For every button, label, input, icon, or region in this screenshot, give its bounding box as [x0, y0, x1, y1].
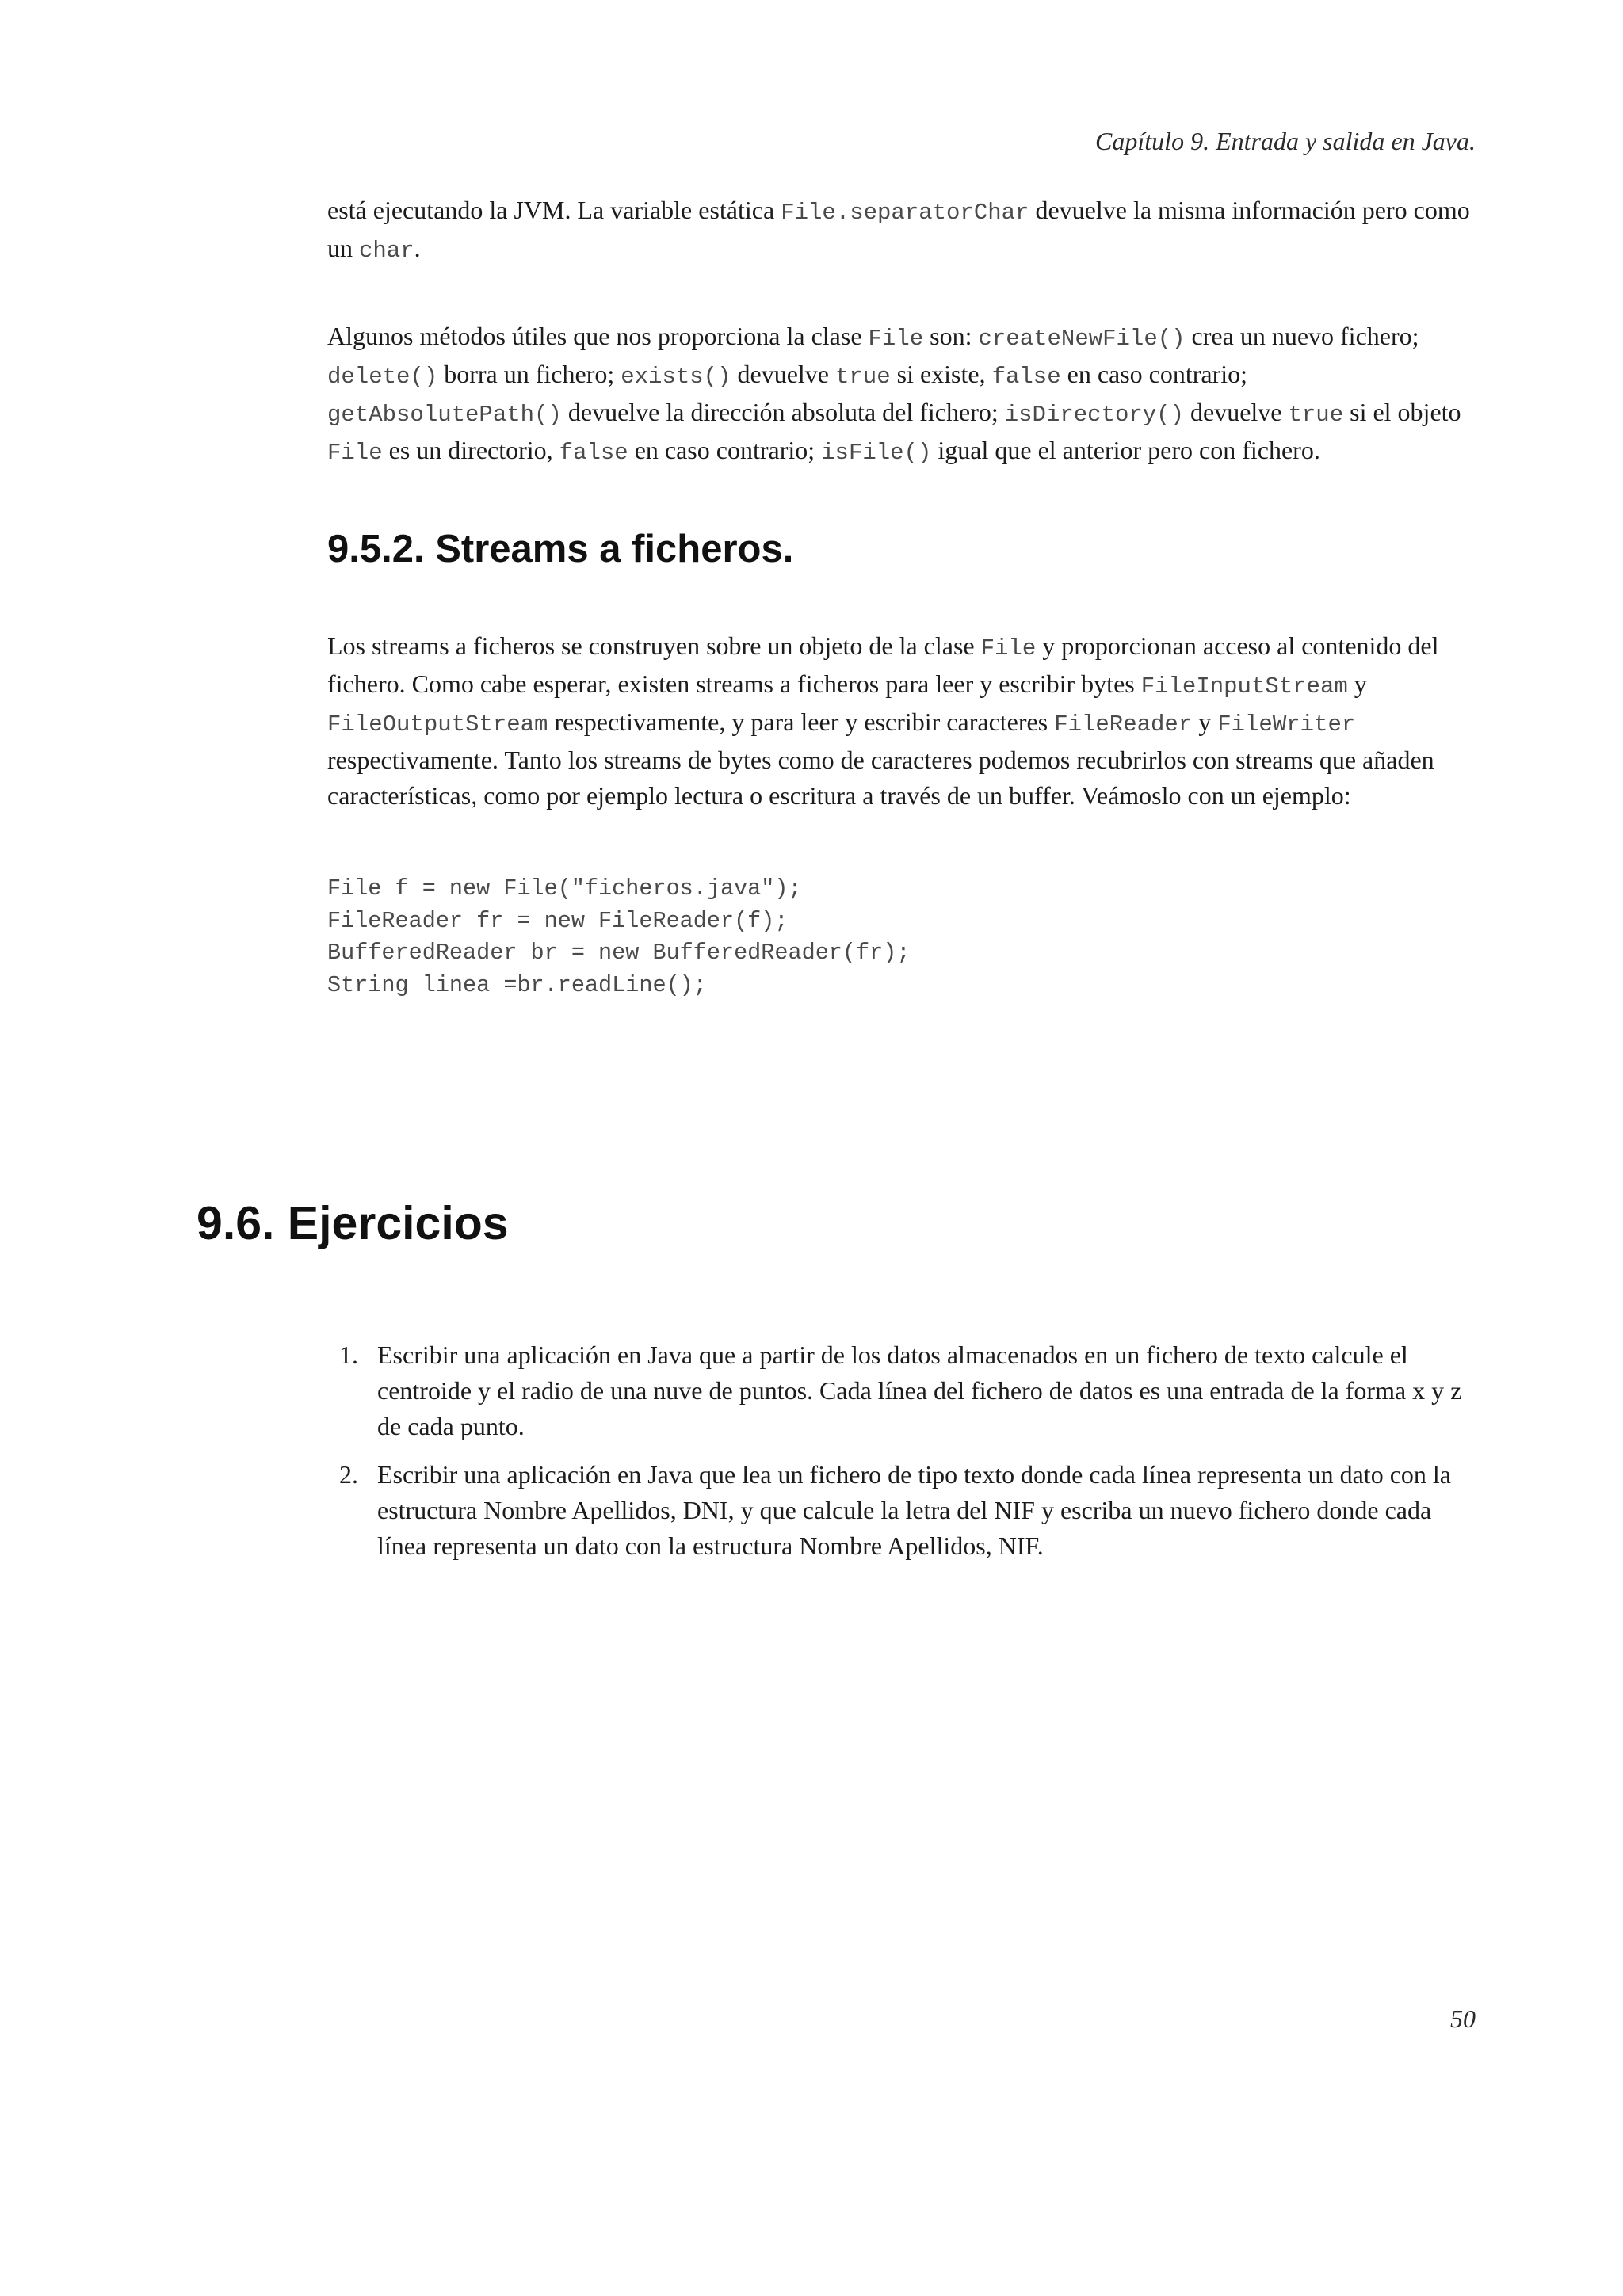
text-run: en caso contrario;	[628, 436, 822, 464]
text-run: y proporcionan acceso al contenido del fichero. Como cabe esperar, existen streams a ficheros para leer y escribir bytes	[327, 631, 1439, 698]
inline-code: char	[359, 238, 414, 264]
inline-code: exists()	[621, 364, 731, 390]
inline-code: isFile()	[821, 440, 932, 466]
text-run: está ejecutando la JVM. La variable estática	[327, 196, 781, 224]
inline-code: File	[980, 635, 1037, 662]
inline-code: isDirectory()	[1004, 402, 1184, 428]
intro-paragraph	[327, 193, 1476, 269]
code-line: FileReader fr = new FileReader(f);	[327, 907, 789, 934]
intro-paragraph-block	[327, 193, 1476, 269]
list-item	[339, 1457, 1480, 1564]
text-run: .	[414, 234, 421, 262]
code-line: File f = new File("ficheros.java");	[327, 875, 802, 902]
text-run: son:	[923, 322, 979, 350]
text-run: devuelve	[731, 360, 835, 388]
list-item	[339, 1337, 1480, 1444]
text-run: borra un fichero;	[437, 360, 621, 388]
list-item-number: 1.	[339, 1341, 358, 1369]
inline-code: File	[327, 440, 383, 466]
list-item-text: Escribir una aplicación en Java que a partir de los datos almacenados en un fichero de texto calcule el centroide y el radio de una nuve de puntos. Cada línea del fichero de datos es una entrada de la forma x y z de cada punto.	[377, 1341, 1462, 1440]
methods-paragraph-block	[327, 318, 1476, 471]
text-run: respectivamente, y para leer y escribir caracteres	[548, 707, 1055, 736]
inline-code: FileOutputStream	[327, 711, 548, 738]
inline-code: File.separatorChar	[781, 200, 1029, 226]
text-run: igual que el anterior pero con fichero.	[931, 436, 1320, 464]
streams-paragraph-block	[327, 628, 1476, 814]
text-run: en caso contrario;	[1060, 360, 1248, 388]
page-number: 50	[1450, 2004, 1476, 2033]
inline-code: getAbsolutePath()	[327, 402, 562, 428]
inline-code: File	[868, 326, 924, 352]
section-heading-9-6: 9.6. Ejercicios	[197, 1197, 509, 1249]
section-heading-9-5-2: 9.5.2. Streams a ficheros.	[327, 528, 794, 570]
inline-code: FileWriter	[1217, 711, 1356, 738]
code-line: String linea =br.readLine();	[327, 971, 707, 998]
inline-code: true	[834, 364, 891, 390]
text-run: devuelve la dirección absoluta del fichero;	[561, 398, 1005, 426]
text-run: devuelve	[1183, 398, 1289, 426]
list-item-text: Escribir una aplicación en Java que lea un fichero de tipo texto donde cada línea representa un dato con la estructura Nombre Apellidos, DNI, y que calcule la letra del NIF y escriba un nuevo fichero donde cada línea representa un dato con la estructura Nombre Apellidos, NIF.	[377, 1460, 1451, 1560]
exercise-list	[339, 1337, 1480, 1577]
text-run: y	[1347, 669, 1367, 698]
inline-code: delete()	[327, 364, 438, 390]
streams-paragraph	[327, 628, 1476, 814]
code-example	[327, 873, 910, 1001]
running-header: Capítulo 9. Entrada y salida en Java.	[1095, 127, 1476, 155]
text-run: Los streams a ficheros se construyen sobre un objeto de la clase	[327, 631, 981, 660]
text-run: y	[1192, 707, 1218, 736]
text-run: Algunos métodos útiles que nos proporciona la clase	[327, 322, 869, 350]
inline-code: FileInputStream	[1140, 673, 1348, 700]
methods-paragraph	[327, 318, 1476, 471]
code-line: BufferedReader br = new BufferedReader(fr);	[327, 940, 911, 966]
inline-code: true	[1288, 402, 1344, 428]
list-item-number: 2.	[339, 1460, 358, 1489]
text-run: es un directorio,	[382, 436, 559, 464]
inline-code: false	[991, 364, 1061, 390]
text-run: respectivamente. Tanto los streams de bytes como de caracteres podemos recubrirlos con streams que añaden características, como por ejemplo lectura o escritura a través de un buffer. Veámoslo con un ejemplo:	[327, 746, 1434, 810]
text-run: crea un nuevo fichero;	[1185, 322, 1419, 350]
text-run: si existe,	[890, 360, 992, 388]
inline-code: createNewFile()	[978, 326, 1186, 352]
text-run: si el objeto	[1343, 398, 1461, 426]
inline-code: false	[559, 440, 628, 466]
text-run: devuelve la misma información pero como un	[327, 196, 1470, 262]
inline-code: FileReader	[1054, 711, 1193, 738]
